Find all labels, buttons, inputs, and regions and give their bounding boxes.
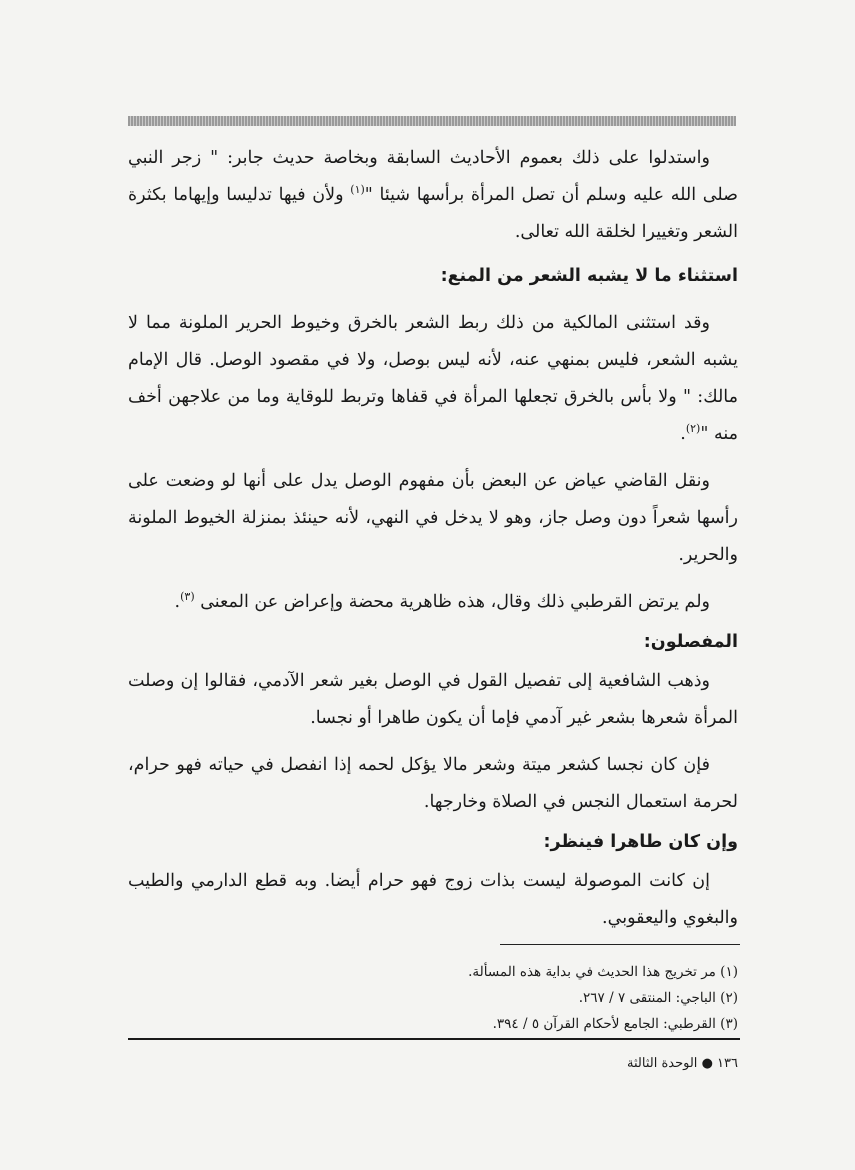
paragraph-text: ولم يرتض القرطبي ذلك وقال، هذه ظاهرية محضة وإعراض عن المعنى: [200, 592, 710, 612]
section-heading-pure: وإن كان طاهرا فينظر:: [543, 832, 738, 852]
section-heading-detailers: المفصلون:: [643, 632, 738, 652]
paragraph-text: ولأن فيها تدليسا وإيهاما بكثرة الشعر وتغييرا لخلقة الله تعالى.: [128, 185, 738, 242]
footnote-1: (١) مر تخريج هذا الحديث في بداية هذه المسألة.: [468, 964, 738, 980]
footnote-3: (٣) القرطبي: الجامع لأحكام القرآن ٥ / ٣٩٤.: [492, 1016, 738, 1032]
footnote-ref-2[interactable]: (٢): [685, 422, 701, 436]
footnote-2: (٢) الباجي: المنتقى ٧ / ٢٦٧.: [578, 990, 738, 1006]
footnotes: [128, 960, 738, 1038]
paragraph-impure: فإن كان نجسا كشعر ميتة وشعر مالا يؤكل لحمه إذا انفصل في حياته فهو حرام، لحرمة استعمال النجس في الصلاة وخارجها.: [128, 755, 738, 812]
footer-divider: [128, 1038, 740, 1040]
page-footer: [128, 1054, 738, 1074]
paragraph-text: وقد استثنى المالكية من ذلك ربط الشعر بالخرق وخيوط الحرير الملونة مما لا يشبه الشعر، فليس بمنهي عنه، لأنه ليس بوصل، ولا في مقصود الوصل. قال الإمام مالك: " ولا بأس بالخرق تجعلها المرأة في قفاها وتربط للوقاية وما من علاجهن أخف منه ": [128, 313, 738, 444]
footnote-divider: [500, 944, 740, 945]
paragraph-maliki: [128, 305, 738, 453]
paragraph-end: .: [174, 592, 181, 612]
paragraph-qurtubi: [128, 584, 738, 621]
paragraph-qadi-iyad: ونقل القاضي عياض عن البعض بأن مفهوم الوصل يدل على أنها لو وضعت على رأسها شعراً دون وصل جاز، وهو لا يدخل في النهي، لأنه حينئذ بمنزلة الخيوط الملونة والحرير.: [128, 471, 738, 565]
paragraph-shafii: وذهب الشافعية إلى تفصيل القول في الوصل بغير شعر الآدمي، فقالوا إن وصلت المرأة شعرها بشعر غير آدمي فإما أن يكون طاهرا أو نجسا.: [128, 671, 738, 728]
footnote-ref-1[interactable]: (١): [350, 183, 365, 197]
unit-title: الوحدة الثالثة: [627, 1056, 698, 1071]
bullet-icon: ●: [701, 1056, 713, 1071]
paragraph-text: واستدلوا على ذلك بعموم الأحاديث السابقة وبخاصة حديث جابر: " زجر النبي صلى الله عليه وسلم أن تصل المرأة برأسها شيئا ": [128, 148, 738, 205]
page-number: ١٣٦: [717, 1056, 738, 1071]
footnote-ref-3[interactable]: (٣): [180, 590, 195, 604]
section-heading-exception: استثناء ما لا يشبه الشعر من المنع:: [440, 266, 738, 286]
body-text: [128, 140, 738, 947]
header-band: [128, 116, 736, 126]
paragraph-married: إن كانت الموصولة ليست بذات زوج فهو حرام أيضا. وبه قطع الدارمي والطيب والبغوي واليعقوبي.: [128, 871, 738, 928]
paragraph-end: .: [680, 424, 686, 444]
paragraph-evidence: [128, 140, 738, 251]
